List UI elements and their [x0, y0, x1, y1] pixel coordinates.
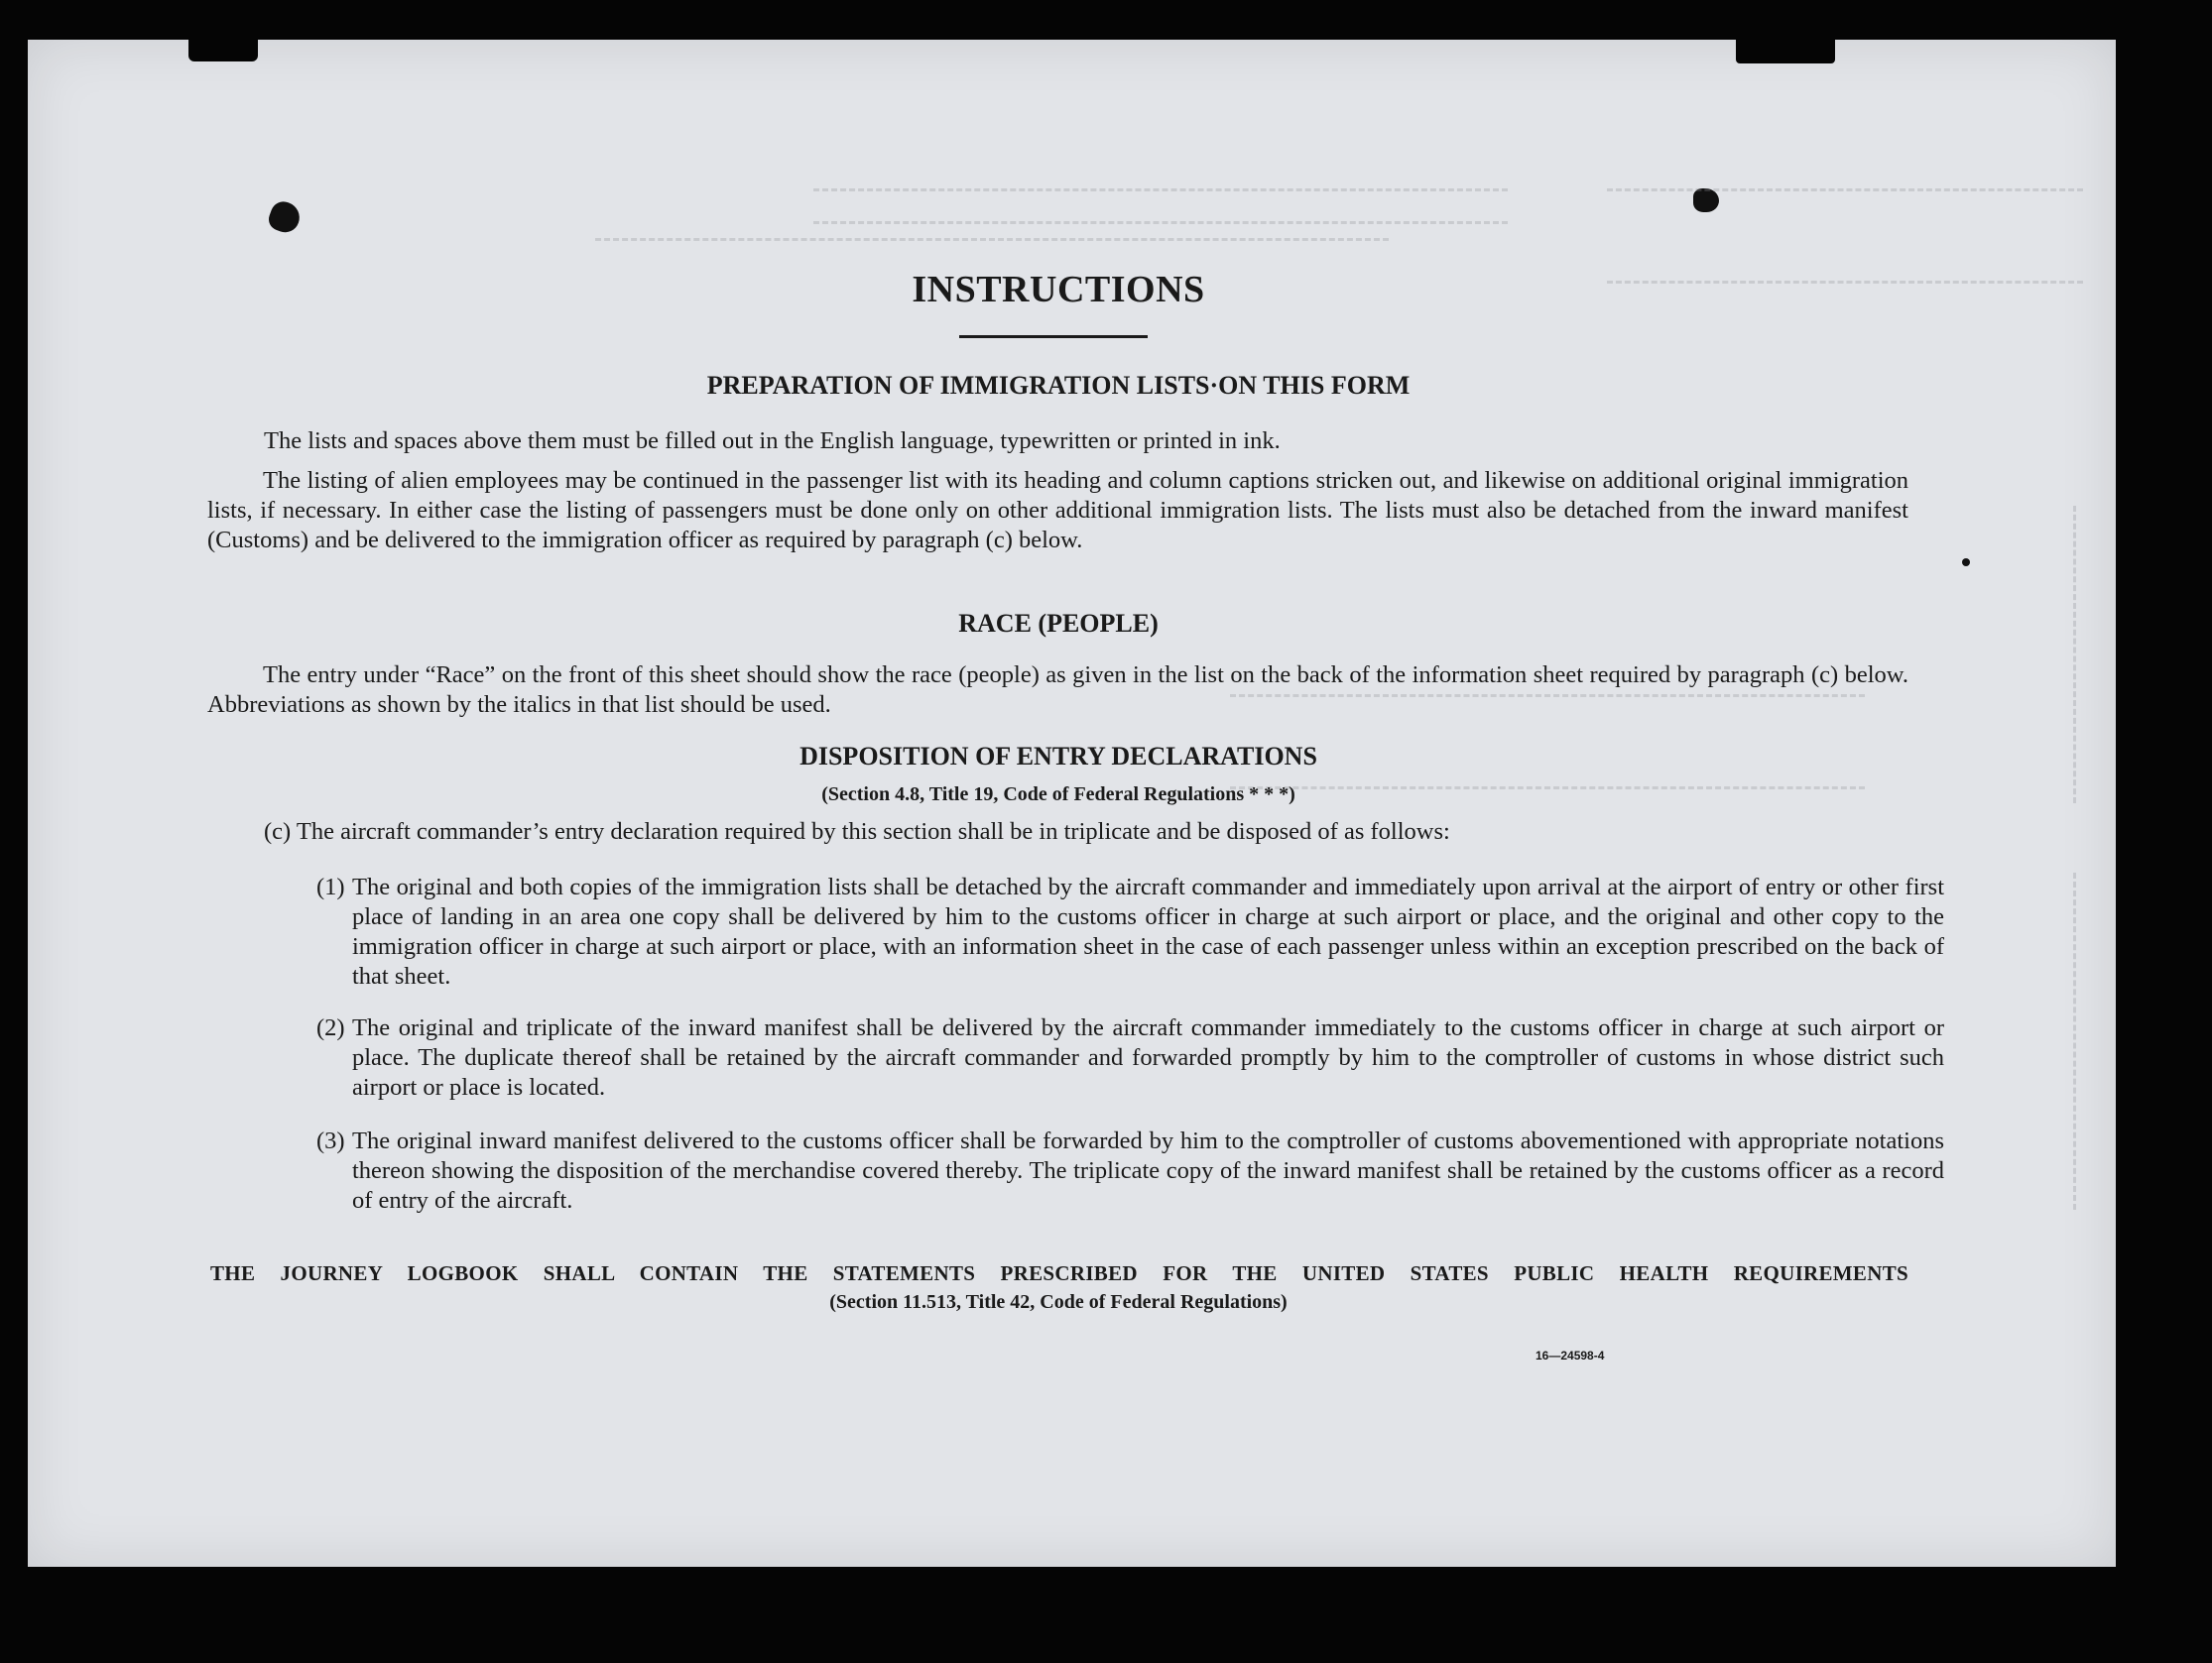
item-text: The original inward manifest delivered to the customs officer shall be forwarded by him to the comptroller of customs abovementioned with appropriate notations thereon showing the disposition of the merchandise covered thereby. The triplicate copy of the inward manifest shall be retained by the customs officer as a record of entry of the aircraft. [352, 1128, 1944, 1214]
section-heading-race: RACE (PEOPLE) [958, 609, 1159, 638]
preparation-paragraph-2: The listing of alien employees may be continued in the passenger list with its heading and column captions stricken out, and likewise on additional original immigration lists, if necessary. In either case the listing of passengers must be done only on other additional immigration lists. The lists must also be detached from the inward manifest (Customs) and be delivered to the immigration officer as required by paragraph (c) below. [207, 467, 1908, 553]
form-number: 16—24598-4 [1536, 1349, 1605, 1363]
item-text: The original and triplicate of the inward manifest shall be delivered by the aircraft commander immediately to the customs officer in charge at such airport or place. The duplicate thereof shall be retained by the aircraft commander and forwarded promptly by him to the comptroller of customs in whose district such airport or place is located. [352, 1014, 1944, 1101]
item-text: The original and both copies of the immigration lists shall be detached by the aircraft commander and immediately upon arrival at the airport of entry or other first place of landing in an area one copy shall be delivered by him to the customs officer in charge at such airport or place, and the original and other copy to the immigration officer in charge at such airport or place, with an information sheet in the case of each passenger unless within an exception prescribed on the back of that sheet. [352, 874, 1944, 990]
title-underline [959, 335, 1148, 338]
disposition-item [316, 873, 1944, 992]
disposition-item [316, 1127, 1944, 1216]
disposition-intro: (c) The aircraft commander’s entry declaration required by this section shall be in triplicate and be disposed of as follows: [264, 818, 1450, 845]
public-health-statement: THE JOURNEY LOGBOOK SHALL CONTAIN THE STATEMENTS PRESCRIBED FOR THE UNITED STATES PUBLIC HEALTH REQUIREMENTS [210, 1261, 1908, 1285]
item-marker: (3) [316, 1128, 345, 1154]
section-heading-disposition: DISPOSITION OF ENTRY DECLARATIONS [799, 742, 1317, 771]
disposition-item [316, 1013, 1944, 1103]
public-health-regulation-reference: (Section 11.513, Title 42, Code of Federal Regulations) [829, 1291, 1288, 1313]
item-marker: (1) [316, 874, 345, 900]
section-heading-preparation: PREPARATION OF IMMIGRATION LISTS·ON THIS FORM [706, 371, 1411, 400]
document-title: INSTRUCTIONS [912, 269, 1205, 310]
race-paragraph: The entry under “Race” on the front of this sheet should show the race (people) as given in the list on the back of the information sheet required by paragraph (c) below. Abbreviations as shown by the italics in that list should be used. [207, 661, 1908, 718]
item-marker: (2) [316, 1014, 345, 1041]
disposition-regulation-reference: (Section 4.8, Title 19, Code of Federal Regulations * * *) [821, 783, 1295, 805]
preparation-paragraph-1: The lists and spaces above them must be filled out in the English language, typewritten or printed in ink. [264, 427, 1281, 454]
